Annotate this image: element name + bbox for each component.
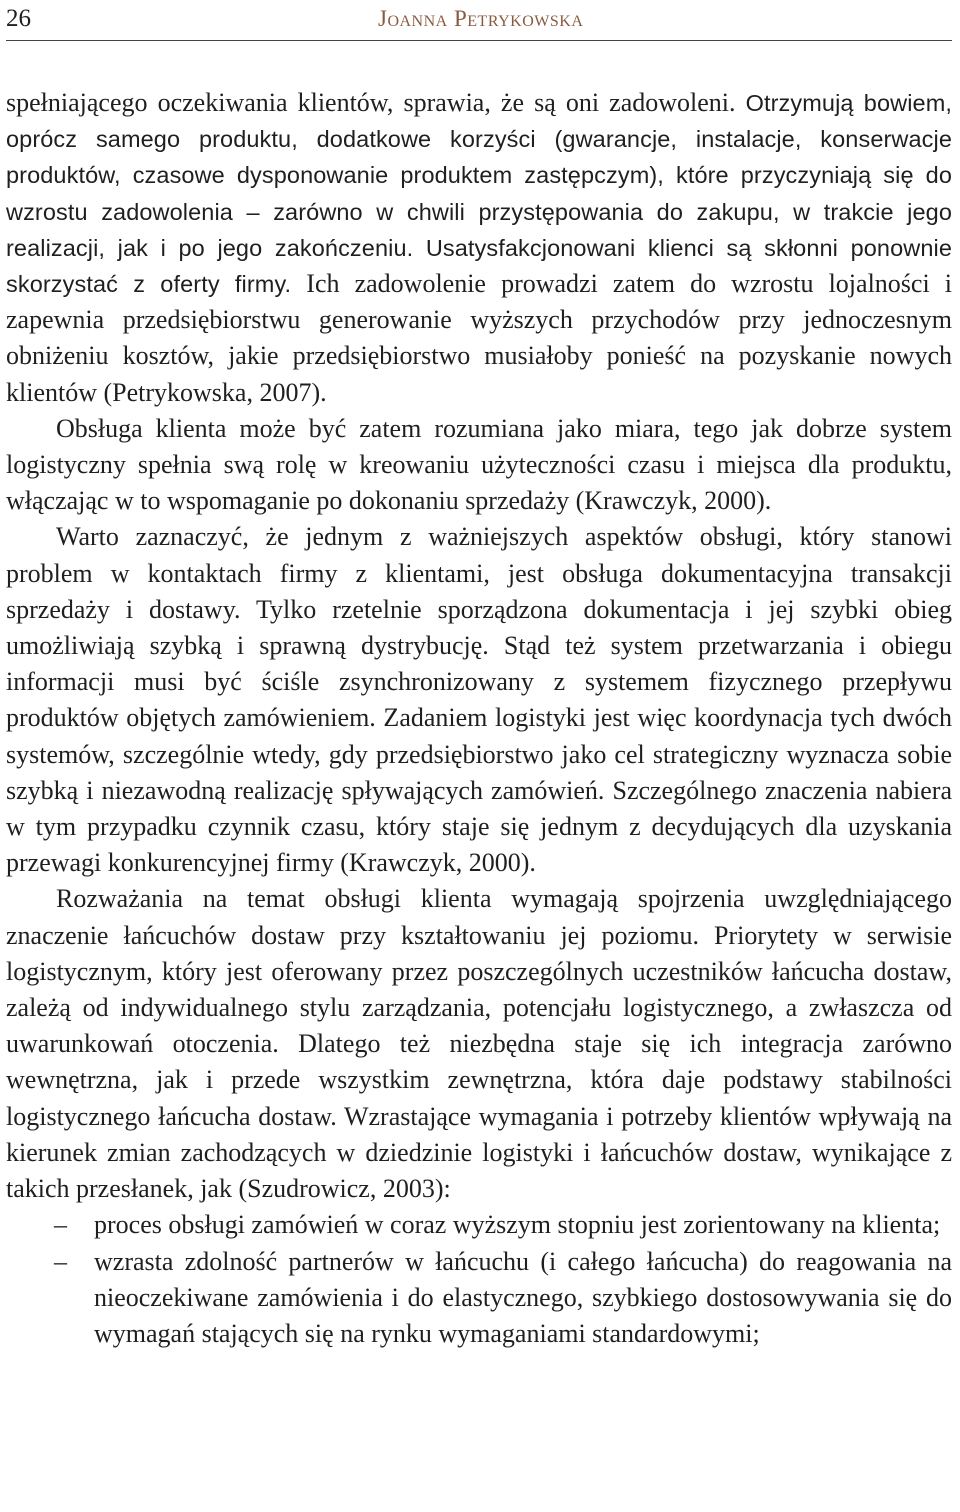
text-segment: Obsługa klienta może być zatem rozumiana jako miara, tego jak dobrze system logistyczny spełnia swą rolę w kreowaniu użyteczności czasu i miejsca dla produktu, włączając w to wspomaganie po dokonaniu sprzedaży (Krawczyk, 2000). [6,413,952,516]
running-header [6,4,952,34]
body-text [6,85,952,1352]
list-dash: – [54,1246,67,1276]
paragraph-3 [6,519,952,881]
list-item-text: wzrasta zdolność partnerów w łańcuchu (i całego łańcucha) do reagowania na nieoczekiwane zamówienia i do elastycznego, szybkiego dostosowywania się do wymagań stających się na rynku wymaganiami standardowymi; [94,1246,952,1348]
list-item-text: proces obsługi zamówień w coraz wyższym stopniu jest zorientowany na klienta; [94,1210,941,1240]
paragraph-2 [6,411,952,520]
page-number: 26 [6,5,31,32]
running-head-author: Joanna Petrykowska [378,6,584,31]
text-segment: Ich zadowolenie prowadzi zatem do wzrostu lojalności i zapewnia przedsiębiorstwu generowanie wyższych przychodów przy jednoczesnym obniżeniu kosztów, jakie przedsiębiorstwo musiałoby ponieść na pozyskanie nowych klientów (Petrykowska, 2007). [6,269,952,407]
text-segment: spełniającego oczekiwania klientów, sprawia, że są oni zadowoleni. [6,88,746,117]
list-dash: – [54,1210,67,1240]
text-segment: Rozważania na temat obsługi klienta wymagają spojrzenia uwzględniającego znaczenie łańcuchów dostaw przy kształtowaniu jej poziomu. Priorytety w serwisie logistycznym, który jest oferowany przez poszczególnych uczestników łańcucha dostaw, zależą od indywidualnego stylu zarządzania, potencjału logistycznego, a zwłaszcza od uwarunkowań otoczenia. Dlatego też niezbędna staje się ich integracja zarówno wewnętrzna, jak i przede wszystkim zewnętrzna, która daje podstawy stabilności logistycznego łańcucha dostaw. Wzrastające wymagania i potrzeby klientów wpływają na kierunek zmian zachodzących w dziedzinie logistyki i łańcuchów dostaw, wynikające z takich przesłanek, jak (Szudrowicz, 2003): [6,884,952,1204]
header-divider [6,40,952,41]
list-item [6,1244,952,1353]
paragraph-1 [6,85,952,411]
list-item [6,1207,952,1243]
text-segment: Otrzymują bowiem, oprócz samego produktu, dodatkowe korzyści (gwarancje, instalacje, konserwacje produktów, czasowe dysponowanie produktem zastępczym), które przyczyniają się do wzrostu zadowolenia – zarówno w chwili przystępowania do zakupu, w trakcie jego realizacji, jak i po jego zakończeniu. Usatysfakcjonowani klienci są skłonni ponownie skorzystać z oferty firmy. [6,90,953,298]
paragraph-4 [6,881,952,1207]
bullet-list [6,1207,952,1352]
text-segment: Warto zaznaczyć, że jednym z ważniejszych aspektów obsługi, który stanowi problem w kontaktach firmy z klientami, jest obsługa dokumentacyjna transakcji sprzedaży i dostawy. Tylko rzetelnie sporządzona dokumentacja i jej szybki obieg umożliwiają szybką i sprawną dystrybucję. Stąd też system przetwarzania i obiegu informacji musi być ściśle zsynchronizowany z systemem fizycznego przepływu produktów objętych zamówieniem. Zadaniem logistyki jest więc koordynacja tych dwóch systemów, szczególnie wtedy, gdy przedsiębiorstwo jako cel strategiczny wyznacza sobie szybką i niezawodną realizację spływających zamówień. Szczególnego znaczenia nabiera w tym przypadku czynnik czasu, który staje się jednym z decydujących dla uzyskania przewagi konkurencyjnej firmy (Krawczyk, 2000). [6,522,952,878]
